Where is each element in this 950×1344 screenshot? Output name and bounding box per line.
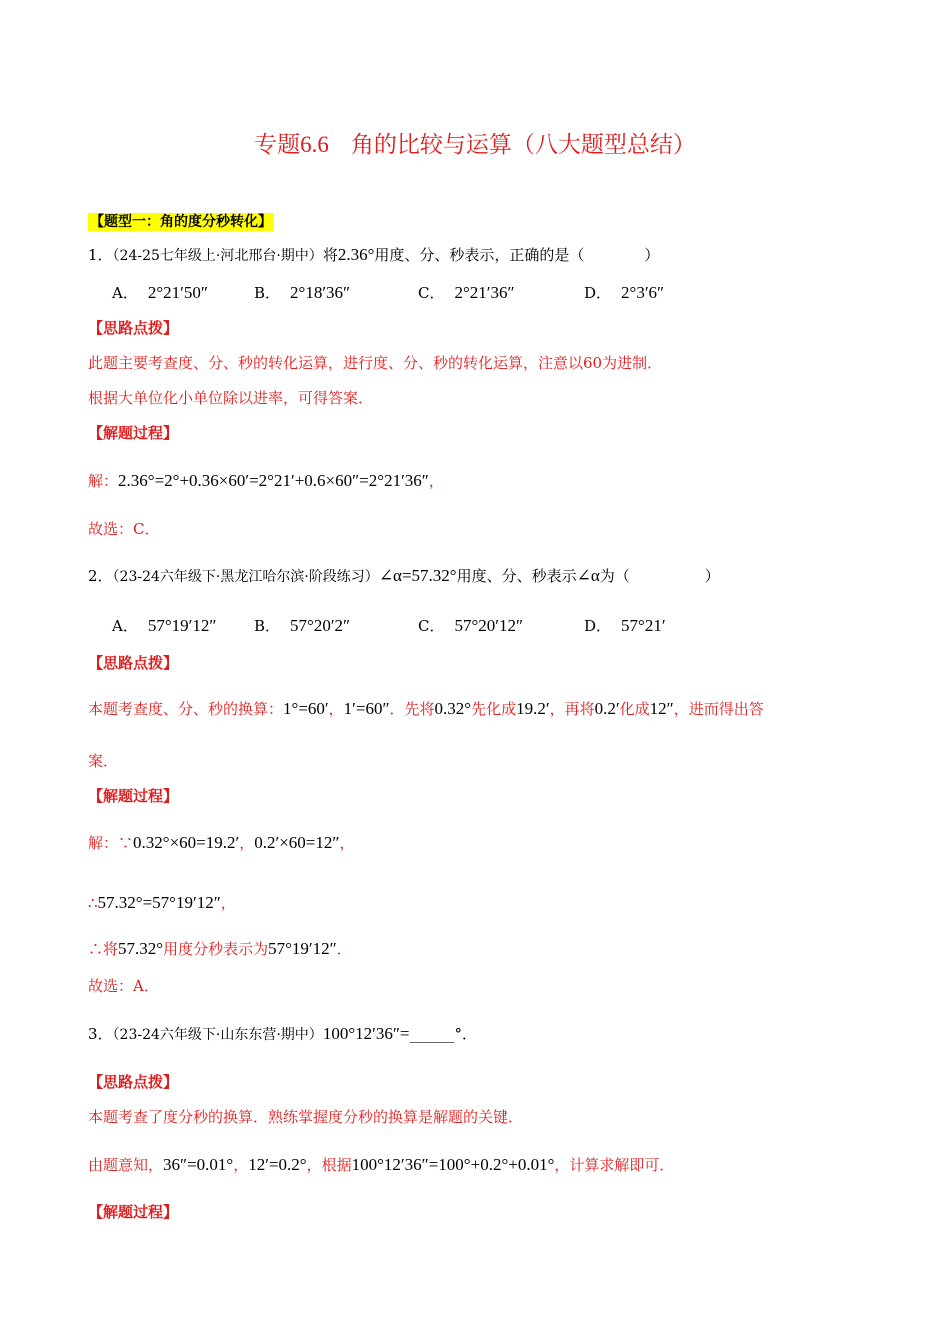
question-1 bbox=[88, 244, 659, 267]
q1-source: （24-25七年级上·河北邢台·期中） bbox=[112, 248, 323, 264]
section-heading bbox=[88, 210, 274, 233]
q1-math: 2.36° bbox=[337, 245, 375, 264]
q1-hint-2: 根据大单位化小单位除以进率，可得答案． bbox=[88, 389, 374, 407]
solution-math: 0.2′×60=12″ bbox=[254, 833, 340, 852]
q2-math: ∠α=57.32° bbox=[378, 566, 457, 585]
hint-text: ．先将 bbox=[389, 700, 435, 718]
q1-number: 1． bbox=[88, 246, 113, 264]
option-value: 2°3′6″ bbox=[621, 283, 665, 302]
q2-option-c bbox=[418, 615, 523, 636]
hint-text: ，进而得出答 bbox=[673, 700, 764, 718]
option-value: 2°21′50″ bbox=[147, 283, 208, 302]
solution-math: 0.32°×60=19.2′ bbox=[133, 833, 240, 852]
hint-text: ，根据 bbox=[306, 1156, 352, 1174]
option-value: 2°18′36″ bbox=[290, 283, 351, 302]
q3-solution-title: 【解题过程】 bbox=[88, 1203, 179, 1221]
option-value: 57°21′ bbox=[621, 616, 666, 635]
solution-text: ， bbox=[239, 834, 255, 852]
hint-text: ，计算求解即可． bbox=[554, 1156, 675, 1174]
q1-option-c bbox=[418, 282, 515, 303]
hint-math: 12″ bbox=[649, 699, 674, 718]
hint-math: 12′=0.2° bbox=[248, 1155, 307, 1174]
q1-solution-title: 【解题过程】 bbox=[88, 424, 179, 442]
q2-solution-1 bbox=[88, 832, 354, 854]
hint-math: 1′=60″ bbox=[343, 699, 390, 718]
q2-solution-3 bbox=[88, 938, 352, 960]
question-2 bbox=[88, 565, 720, 588]
q2-hint-line-1 bbox=[88, 698, 764, 720]
solution-prefix: 解： bbox=[88, 472, 119, 490]
q1-solution bbox=[88, 470, 444, 492]
question-3 bbox=[88, 1023, 477, 1046]
q3-text-end: °． bbox=[454, 1025, 478, 1043]
option-label: D． bbox=[584, 617, 612, 635]
hint-text: 化成 bbox=[619, 700, 650, 718]
q1-option-d bbox=[584, 282, 664, 303]
q1-text-b: 用度、分、秒表示，正确的是（ ） bbox=[374, 246, 660, 264]
hint-text: 由题意知， bbox=[88, 1156, 164, 1174]
option-value: 57°20′12″ bbox=[454, 616, 524, 635]
option-label: C． bbox=[418, 617, 445, 635]
hint-text: 本题考查度、分、秒的换算： bbox=[88, 700, 284, 718]
q2-solution-title: 【解题过程】 bbox=[88, 787, 179, 805]
option-label: A． bbox=[112, 617, 138, 635]
q3-hint-1: 本题考查了度分秒的换算．熟练掌握度分秒的换算是解题的关键． bbox=[88, 1108, 524, 1126]
solution-math: 57.32° bbox=[118, 939, 164, 958]
q2-text-c: 为（ ） bbox=[599, 567, 720, 585]
option-label: B． bbox=[254, 617, 281, 635]
q3-source: （23-24六年级下·山东东营·期中） bbox=[112, 1027, 323, 1043]
hint-math: 100°12′36″=100°+0.2°+0.01° bbox=[351, 1155, 555, 1174]
solution-text: ∴ bbox=[88, 894, 98, 912]
q3-hint-2 bbox=[88, 1154, 674, 1176]
q2-number: 2． bbox=[88, 567, 113, 585]
solution-text: ∴将 bbox=[88, 940, 119, 958]
q2-math-2: ∠α bbox=[576, 566, 600, 585]
q2-text-b: 用度、分、秒表示 bbox=[456, 567, 577, 585]
q1-option-b bbox=[254, 282, 350, 303]
hint-math: 0.2′ bbox=[594, 699, 620, 718]
page-title bbox=[0, 126, 950, 159]
q2-hint-line-2: 案． bbox=[88, 752, 119, 770]
solution-text: ． bbox=[336, 940, 352, 958]
option-value: 57°19′12″ bbox=[147, 616, 217, 635]
q2-answer: 故选：A． bbox=[88, 977, 159, 995]
hint-math: 1°=60′ bbox=[283, 699, 329, 718]
option-label: B． bbox=[254, 284, 281, 302]
q1-answer: 故选：C． bbox=[88, 520, 160, 538]
title-prefix: 专题 bbox=[254, 132, 301, 158]
solution-math: 57°19′12″ bbox=[268, 939, 337, 958]
q2-option-d bbox=[584, 615, 666, 636]
q1-hint-1: 此题主要考查度、分、秒的转化运算，进行度、分、秒的转化运算，注意以60为进制． bbox=[88, 354, 663, 372]
option-value: 57°20′2″ bbox=[290, 616, 351, 635]
hint-text: 先化成 bbox=[471, 700, 517, 718]
q1-text-a: 将 bbox=[322, 246, 338, 264]
option-label: C． bbox=[418, 284, 445, 302]
solution-text: 解：∵ bbox=[88, 834, 134, 852]
solution-text: ， bbox=[220, 894, 236, 912]
q3-math: 100°12′36″= bbox=[322, 1024, 410, 1043]
q2-option-b bbox=[254, 615, 350, 636]
hint-math: 0.32° bbox=[434, 699, 472, 718]
q2-option-a bbox=[112, 615, 216, 636]
q3-hint-title: 【思路点拨】 bbox=[88, 1073, 179, 1091]
title-number: 6.6 bbox=[300, 132, 329, 157]
solution-math: 2.36°=2°+0.36×60′=2°21′+0.6×60″=2°21′36″ bbox=[118, 471, 429, 490]
solution-end: ， bbox=[428, 472, 444, 490]
hint-math: 19.2′ bbox=[516, 699, 550, 718]
q2-solution-2 bbox=[88, 892, 236, 914]
option-label: D． bbox=[584, 284, 612, 302]
q3-number: 3． bbox=[88, 1025, 113, 1043]
option-label: A． bbox=[112, 284, 138, 302]
hint-text: ， bbox=[233, 1156, 249, 1174]
section-badge: 【题型一：角的度分秒转化】 bbox=[90, 214, 272, 230]
hint-text: ，再将 bbox=[549, 700, 595, 718]
q3-blank: ______ bbox=[409, 1025, 455, 1043]
q1-hint-title: 【思路点拨】 bbox=[88, 319, 179, 337]
q2-source: （23-24六年级下·黑龙江哈尔滨·阶段练习） bbox=[112, 569, 379, 585]
title-text: 角的比较与运算（八大题型总结） bbox=[350, 132, 696, 158]
q1-option-a bbox=[112, 282, 208, 303]
solution-math: 57.32°=57°19′12″ bbox=[97, 893, 221, 912]
solution-text: ， bbox=[339, 834, 355, 852]
q2-hint-title: 【思路点拨】 bbox=[88, 654, 179, 672]
hint-math: 36″=0.01° bbox=[163, 1155, 234, 1174]
option-value: 2°21′36″ bbox=[454, 283, 515, 302]
hint-text: ， bbox=[328, 700, 344, 718]
solution-text: 用度分秒表示为 bbox=[163, 940, 269, 958]
